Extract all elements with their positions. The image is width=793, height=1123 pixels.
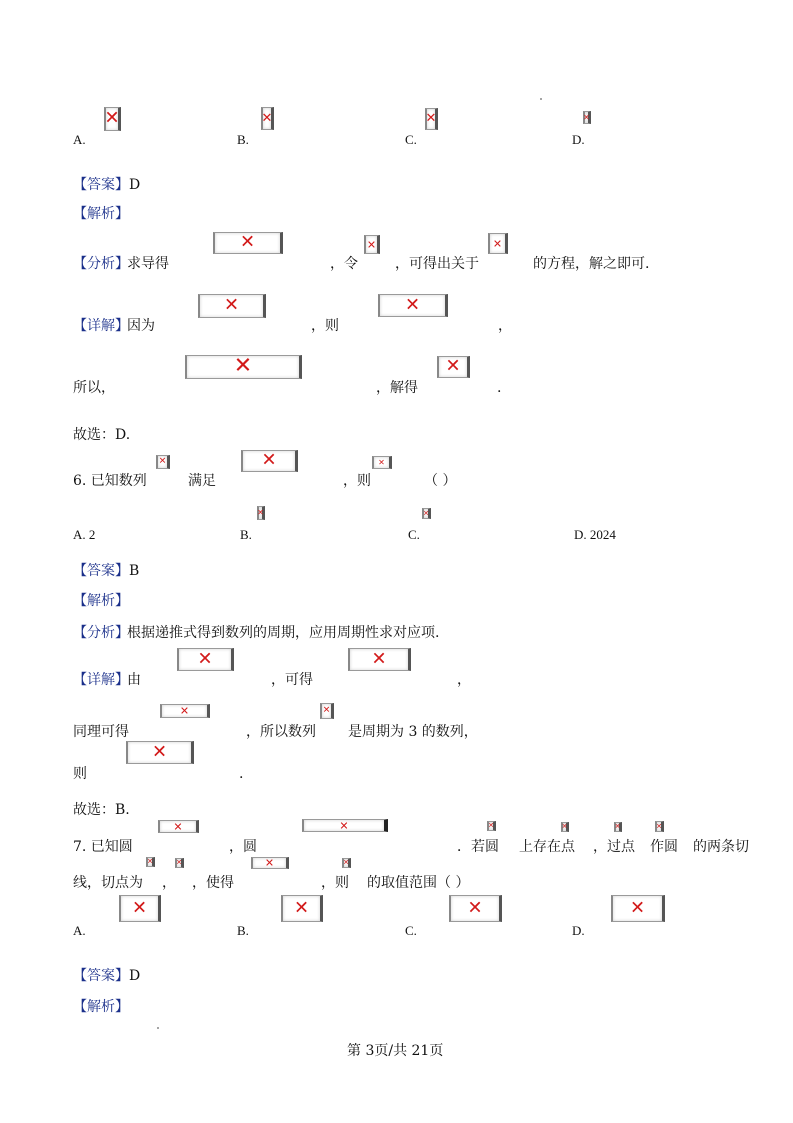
section-tag: 【解析】 bbox=[73, 999, 129, 1015]
q5-xiangjie-text: ，则 bbox=[311, 318, 339, 334]
q6-xiangjie-text: ， bbox=[457, 672, 471, 688]
formula-image bbox=[614, 822, 622, 832]
q6-fenxi-text: 根据递推式得到数列的周期，应用周期性求对应项. bbox=[127, 625, 440, 641]
option-d-formula-image bbox=[611, 895, 665, 922]
section-tag: 【详解】 bbox=[73, 672, 129, 688]
option-c-formula-image bbox=[422, 508, 431, 519]
formula-image bbox=[241, 450, 298, 472]
formula-image bbox=[320, 703, 334, 719]
q5-suoyi-text: . bbox=[497, 380, 502, 396]
section-tag: 【分析】 bbox=[73, 625, 129, 641]
q5-answer: 【答案】D bbox=[73, 177, 141, 193]
q6-ze-text: 则 bbox=[73, 766, 87, 782]
q6-xiangjie-text: ，可得 bbox=[271, 672, 313, 688]
q5-suoyi-text: 所以， bbox=[73, 380, 115, 396]
option-b-formula-image bbox=[261, 107, 274, 130]
q6-tongli-text: 是周期为 3 的数列， bbox=[348, 724, 478, 740]
formula-image bbox=[146, 857, 155, 867]
q5-fenxi-text: ，令 bbox=[330, 256, 358, 272]
q7-stem-line2: 线，切点为 bbox=[73, 875, 143, 891]
q7-stem: 的两条切 bbox=[693, 839, 749, 855]
q7-option-b: B. bbox=[237, 923, 249, 938]
q7-stem: ，圆 bbox=[229, 839, 257, 855]
q7-option-a: A. bbox=[73, 923, 86, 938]
formula-image bbox=[561, 822, 569, 832]
option-b-formula-image bbox=[281, 895, 323, 922]
section-tag: 【答案】 bbox=[73, 968, 129, 984]
formula-image bbox=[185, 355, 302, 379]
q7-stem: ．若圆 bbox=[457, 839, 499, 855]
formula-image bbox=[364, 235, 380, 254]
q6-tongli-text: 同理可得 bbox=[73, 724, 129, 740]
formula-image bbox=[655, 821, 664, 832]
section-tag: 【详解】 bbox=[73, 318, 129, 334]
q6-option-b: B. bbox=[240, 527, 252, 542]
option-b-formula-image bbox=[257, 506, 265, 520]
q7-option-d: D. bbox=[572, 923, 585, 938]
formula-image bbox=[488, 233, 508, 254]
formula-image bbox=[251, 857, 289, 869]
option-a-formula-image bbox=[104, 107, 121, 131]
q5-option-c-label: C. bbox=[405, 132, 417, 147]
stray-dot bbox=[157, 1027, 159, 1029]
q5-xiangjie-tag bbox=[73, 318, 129, 334]
q5-option-a-label: A. bbox=[73, 132, 86, 147]
q6-xiangjie-tag bbox=[73, 672, 129, 688]
q6-tongli-text: ，所以数列 bbox=[246, 724, 316, 740]
section-tag: 【解析】 bbox=[73, 593, 129, 609]
formula-image bbox=[213, 232, 283, 254]
formula-image bbox=[302, 819, 388, 832]
formula-image bbox=[348, 648, 411, 671]
q5-fenxi-tag bbox=[73, 256, 129, 272]
q6-option-c: C. bbox=[408, 527, 420, 542]
q7-stem-line2: ，则 bbox=[321, 875, 349, 891]
formula-image bbox=[198, 294, 266, 318]
formula-image bbox=[437, 356, 470, 378]
q5-option-b-label: B. bbox=[237, 132, 249, 147]
section-tag: 【分析】 bbox=[73, 256, 129, 272]
q5-xiangjie-text: 因为 bbox=[127, 318, 155, 334]
formula-image bbox=[156, 455, 170, 469]
option-d-formula-image bbox=[583, 111, 591, 124]
formula-image bbox=[160, 704, 210, 718]
option-c-formula-image bbox=[449, 895, 502, 922]
q6-conclusion: 故选：B. bbox=[73, 802, 130, 818]
q6-xiangjie-text: 由 bbox=[127, 672, 141, 688]
formula-image bbox=[158, 820, 199, 833]
q7-stem: 作圆 bbox=[650, 839, 678, 855]
option-a-formula-image bbox=[119, 895, 161, 922]
q7-stem-line2: ， bbox=[162, 875, 176, 891]
q6-stem: 满足 bbox=[188, 473, 216, 489]
stray-dot bbox=[540, 98, 542, 100]
q5-fenxi-text: 求导得 bbox=[127, 256, 169, 272]
formula-image bbox=[175, 858, 184, 868]
section-tag: 【解析】 bbox=[73, 206, 129, 222]
q7-stem: 7. 已知圆 bbox=[73, 839, 133, 855]
q7-analysis-tag bbox=[73, 999, 129, 1015]
q7-option-c: C. bbox=[405, 923, 417, 938]
formula-image bbox=[378, 294, 448, 317]
q5-analysis-tag bbox=[73, 206, 129, 222]
q6-analysis-tag bbox=[73, 593, 129, 609]
q5-option-d-label: D. bbox=[572, 132, 585, 147]
q7-answer: 【答案】D bbox=[73, 968, 141, 984]
q5-conclusion: 故选：D. bbox=[73, 427, 131, 443]
q5-suoyi-text: ，解得 bbox=[376, 380, 418, 396]
q5-fenxi-text: ，可得出关于 bbox=[395, 256, 479, 272]
q6-stem: ，则 bbox=[343, 473, 371, 489]
q6-option-d: D. 2024 bbox=[574, 527, 616, 542]
formula-image bbox=[487, 821, 496, 831]
formula-image bbox=[372, 456, 392, 469]
q7-stem: ，过点 bbox=[593, 839, 635, 855]
page-footer: 第 3页/共 21页 bbox=[347, 1043, 444, 1059]
section-tag: 【答案】 bbox=[73, 177, 129, 193]
q6-fenxi-tag bbox=[73, 625, 129, 641]
q7-stem-line2: ，使得 bbox=[192, 875, 234, 891]
q7-stem: 上存在点 bbox=[519, 839, 575, 855]
section-tag: 【答案】 bbox=[73, 563, 129, 579]
formula-image bbox=[177, 648, 234, 671]
q6-stem: 6. 已知数列 bbox=[73, 473, 147, 489]
formula-image bbox=[342, 858, 351, 868]
q7-stem-line2: 的取值范围（ ） bbox=[367, 875, 470, 891]
formula-image bbox=[126, 741, 194, 764]
q5-xiangjie-text: ， bbox=[498, 318, 512, 334]
q6-ze-text: . bbox=[239, 766, 244, 782]
q6-option-a: A. 2 bbox=[73, 527, 96, 542]
q5-fenxi-text: 的方程，解之即可. bbox=[533, 256, 650, 272]
q6-stem: （ ） bbox=[424, 473, 457, 489]
q6-answer: 【答案】B bbox=[73, 563, 140, 579]
option-c-formula-image bbox=[425, 108, 438, 130]
